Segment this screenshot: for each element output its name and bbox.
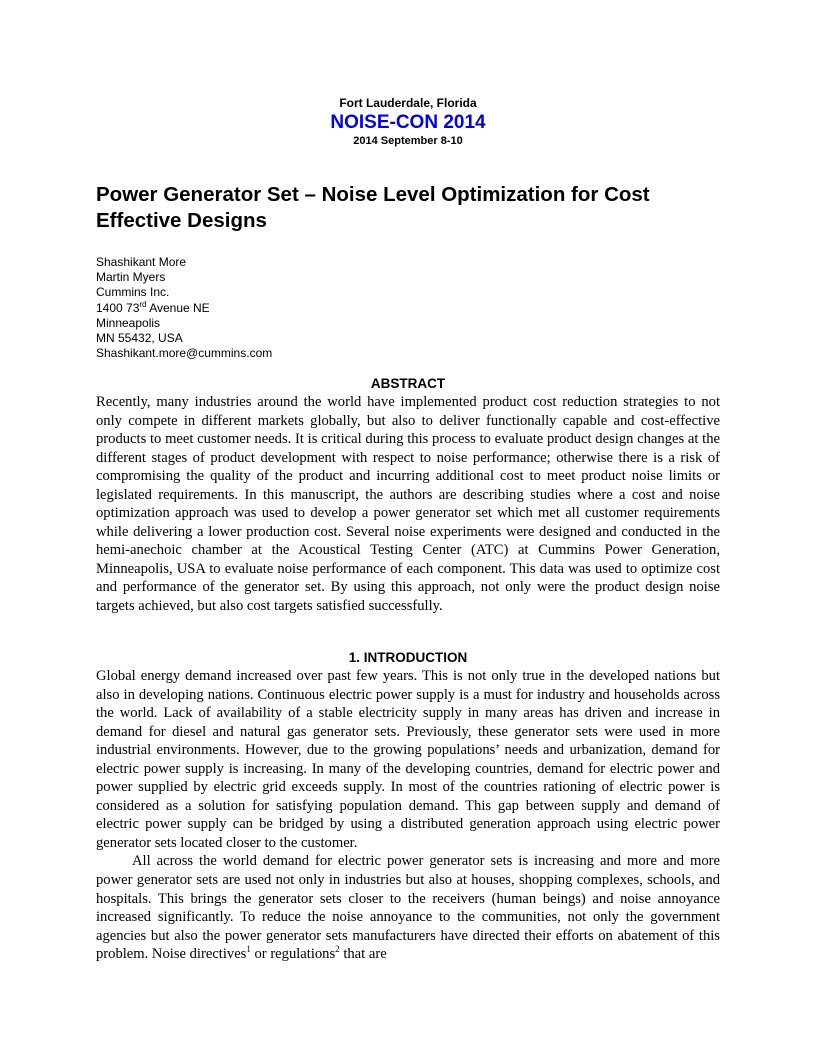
conference-location: Fort Lauderdale, Florida: [339, 96, 477, 110]
introduction-heading: 1. INTRODUCTION: [348, 650, 468, 665]
introduction-paragraph-2: [96, 852, 720, 963]
paragraph-2-text-mid: or regulations: [250, 946, 336, 963]
abstract-paragraph: Recently, many industries around the world have implemented product cost reduction strategies to not only compete in different markets globally, but also to deliver functionally capable and cost-effective products to meet customer needs. It is critical during this process to evaluate product design changes at the different stages of product development with respect to noise performance; otherwise there is a risk of compromising the quality of the product and incurring additional cost to meet product noise limits or legislated requirements. In this manuscript, the authors are describing studies where a cost and noise optimization approach was used to develop a power generator set which met all customer requirements while delivering a lower production cost. Several noise experiments were designed and conducted in the hemi-anechoic chamber at the Acoustical Testing Center (ATC) at Cummins Power Generation, Minneapolis, USA to evaluate noise performance of each component. This data was used to optimize cost and performance of the generator set. By using this approach, not only were the product design noise targets achieved, but also cost targets satisfied successfully.: [96, 394, 720, 615]
conference-dates: 2014 September 8-10: [353, 135, 463, 147]
abstract-body: [96, 393, 720, 616]
conference-name: NOISE-CON 2014: [330, 112, 486, 133]
conference-header: [96, 95, 720, 148]
author-email[interactable]: Shashikant.more@cummins.com: [96, 346, 273, 361]
author-zip: MN 55432, USA: [96, 331, 183, 346]
paragraph-2-text: All across the world demand for electric power generator sets is increasing and more and more power generator sets are used not only in industries but also at houses, shopping complexes, schools, and hospitals. This brings the generator sets closer to the receivers (human beings) and noise annoyance increased significantly. To reduce the noise annoyance to the communities, not only the government agencies but also the power generator sets manufacturers have directed their efforts on abatement of this problem. Noise directives: [96, 853, 720, 963]
author-company: Cummins Inc.: [96, 285, 170, 300]
paper-title: Power Generator Set – Noise Level Optimization for Cost Effective Designs: [96, 183, 650, 232]
footnote-ref-2[interactable]: 2: [335, 944, 340, 955]
author-name-2: Martin Myers: [96, 270, 166, 285]
author-city: Minneapolis: [96, 315, 161, 330]
footnote-ref-1[interactable]: 1: [246, 944, 251, 955]
author-address: [96, 301, 272, 316]
introduction-body: [96, 667, 720, 964]
introduction-paragraph-1: Global energy demand increased over past few years. This is not only true in the developed nations but also in developing nations. Continuous electric power supply is a must for industry and households across the world. Lack of availability of a stable electricity supply in many areas has driven and increase in demand for diesel and natural gas generator sets. Previously, these generator sets were used in more industrial environments. However, due to the growing populations’ needs and urbanization, demand for electric power supply is increasing. In many of the developing countries, demand for electric power and power supplied by electric grid exceeds supply. In most of the countries rationing of electric power is considered as a solution for satisfying population demand. This gap between supply and demand of electric power supply can be bridged by using a distributed generation approach using electric power generator sets located closer to the customer.: [96, 668, 720, 851]
author-name-1: Shashikant More: [96, 255, 187, 269]
address-street-number: 1400 73: [96, 300, 140, 315]
address-ordinal-suffix: rd: [139, 299, 147, 309]
abstract-heading: ABSTRACT: [370, 376, 446, 391]
author-block: [96, 255, 272, 361]
paragraph-2-text-end: that are: [339, 946, 387, 963]
address-street-name: Avenue NE: [146, 300, 210, 315]
